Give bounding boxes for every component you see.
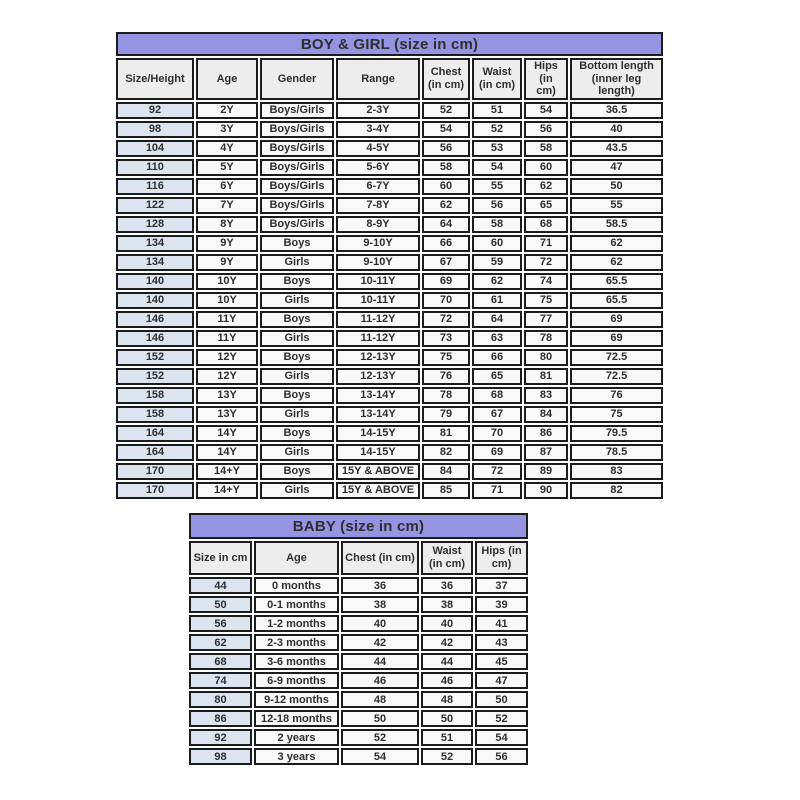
column-header-row — [189, 541, 528, 575]
value-cell: 13Y — [196, 387, 258, 404]
baby-table-body — [189, 577, 528, 765]
value-cell: 55 — [472, 178, 522, 195]
size-cell: 104 — [116, 140, 194, 157]
value-cell: 12Y — [196, 368, 258, 385]
value-cell: 15Y & ABOVE — [336, 482, 420, 499]
table-row — [116, 330, 663, 347]
value-cell: 56 — [475, 748, 528, 765]
column-header: Bottom length (inner leg length) — [570, 58, 663, 100]
value-cell: 51 — [472, 102, 522, 119]
value-cell: 6-9 months — [254, 672, 339, 689]
value-cell: 75 — [422, 349, 470, 366]
value-cell: 40 — [570, 121, 663, 138]
table-row — [116, 178, 663, 195]
value-cell: 85 — [422, 482, 470, 499]
size-cell: 140 — [116, 273, 194, 290]
value-cell: 52 — [472, 121, 522, 138]
size-cell: 164 — [116, 444, 194, 461]
value-cell: 0 months — [254, 577, 339, 594]
column-header: Waist (in cm) — [421, 541, 473, 575]
value-cell: 59 — [472, 254, 522, 271]
value-cell: 11-12Y — [336, 311, 420, 328]
value-cell: 65 — [472, 368, 522, 385]
value-cell: 14-15Y — [336, 425, 420, 442]
value-cell: 14+Y — [196, 463, 258, 480]
value-cell: 48 — [421, 691, 473, 708]
value-cell: 81 — [422, 425, 470, 442]
value-cell: 4-5Y — [336, 140, 420, 157]
value-cell: Girls — [260, 368, 334, 385]
value-cell: 72 — [524, 254, 568, 271]
value-cell: 82 — [422, 444, 470, 461]
value-cell: 6Y — [196, 178, 258, 195]
value-cell: 52 — [341, 729, 419, 746]
value-cell: 89 — [524, 463, 568, 480]
value-cell: 60 — [472, 235, 522, 252]
value-cell: 56 — [422, 140, 470, 157]
value-cell: 73 — [422, 330, 470, 347]
value-cell: 65.5 — [570, 292, 663, 309]
value-cell: 70 — [472, 425, 522, 442]
value-cell: 9Y — [196, 235, 258, 252]
column-header: Hips (in cm) — [524, 58, 568, 100]
table-row — [116, 235, 663, 252]
value-cell: Girls — [260, 482, 334, 499]
column-header: Size in cm — [189, 541, 252, 575]
size-cell: 74 — [189, 672, 252, 689]
value-cell: 76 — [422, 368, 470, 385]
value-cell: 68 — [472, 387, 522, 404]
value-cell: 75 — [570, 406, 663, 423]
table-row — [116, 159, 663, 176]
value-cell: 58 — [524, 140, 568, 157]
value-cell: 66 — [422, 235, 470, 252]
value-cell: 78 — [524, 330, 568, 347]
table-row — [116, 197, 663, 214]
table-row — [116, 425, 663, 442]
value-cell: 60 — [422, 178, 470, 195]
value-cell: 69 — [570, 330, 663, 347]
value-cell: Girls — [260, 406, 334, 423]
value-cell: 69 — [422, 273, 470, 290]
table-row — [116, 387, 663, 404]
value-cell: 50 — [570, 178, 663, 195]
value-cell: 3-4Y — [336, 121, 420, 138]
value-cell: 42 — [341, 634, 419, 651]
value-cell: 43.5 — [570, 140, 663, 157]
size-cell: 80 — [189, 691, 252, 708]
value-cell: 13-14Y — [336, 406, 420, 423]
size-cell: 158 — [116, 406, 194, 423]
value-cell: 3 years — [254, 748, 339, 765]
value-cell: Boys/Girls — [260, 140, 334, 157]
value-cell: 1-2 months — [254, 615, 339, 632]
value-cell: 11Y — [196, 311, 258, 328]
table-row — [189, 653, 528, 670]
value-cell: 10Y — [196, 292, 258, 309]
value-cell: 60 — [524, 159, 568, 176]
value-cell: 62 — [570, 235, 663, 252]
value-cell: 9-12 months — [254, 691, 339, 708]
value-cell: 14+Y — [196, 482, 258, 499]
table-row — [116, 140, 663, 157]
table-row — [116, 482, 663, 499]
value-cell: 5Y — [196, 159, 258, 176]
boy-girl-size-table — [114, 30, 665, 501]
value-cell: 58.5 — [570, 216, 663, 233]
value-cell: 9Y — [196, 254, 258, 271]
value-cell: 64 — [422, 216, 470, 233]
value-cell: 50 — [421, 710, 473, 727]
value-cell: 11-12Y — [336, 330, 420, 347]
value-cell: 77 — [524, 311, 568, 328]
value-cell: Boys — [260, 235, 334, 252]
value-cell: 74 — [524, 273, 568, 290]
value-cell: 43 — [475, 634, 528, 651]
value-cell: 15Y & ABOVE — [336, 463, 420, 480]
value-cell: 12-13Y — [336, 349, 420, 366]
value-cell: 54 — [341, 748, 419, 765]
value-cell: 13-14Y — [336, 387, 420, 404]
size-cell: 98 — [116, 121, 194, 138]
value-cell: Girls — [260, 444, 334, 461]
value-cell: Boys/Girls — [260, 216, 334, 233]
table-row — [116, 349, 663, 366]
value-cell: Girls — [260, 292, 334, 309]
size-cell: 50 — [189, 596, 252, 613]
table-row — [116, 368, 663, 385]
value-cell: 90 — [524, 482, 568, 499]
size-cell: 134 — [116, 254, 194, 271]
value-cell: 36 — [341, 577, 419, 594]
size-cell: 92 — [116, 102, 194, 119]
value-cell: 69 — [570, 311, 663, 328]
value-cell: 58 — [422, 159, 470, 176]
value-cell: 63 — [472, 330, 522, 347]
value-cell: 75 — [524, 292, 568, 309]
value-cell: 0-1 months — [254, 596, 339, 613]
table-row — [116, 311, 663, 328]
value-cell: Boys — [260, 273, 334, 290]
value-cell: 48 — [341, 691, 419, 708]
value-cell: 44 — [421, 653, 473, 670]
size-cell: 116 — [116, 178, 194, 195]
column-header: Chest (in cm) — [422, 58, 470, 100]
value-cell: 81 — [524, 368, 568, 385]
value-cell: 71 — [472, 482, 522, 499]
value-cell: Boys/Girls — [260, 102, 334, 119]
value-cell: 47 — [570, 159, 663, 176]
size-cell: 44 — [189, 577, 252, 594]
value-cell: 2-3 months — [254, 634, 339, 651]
value-cell: 55 — [570, 197, 663, 214]
value-cell: 10-11Y — [336, 292, 420, 309]
value-cell: 84 — [422, 463, 470, 480]
value-cell: 72 — [472, 463, 522, 480]
table-row — [189, 691, 528, 708]
size-cell: 164 — [116, 425, 194, 442]
value-cell: Boys — [260, 425, 334, 442]
value-cell: 71 — [524, 235, 568, 252]
value-cell: 87 — [524, 444, 568, 461]
value-cell: 52 — [421, 748, 473, 765]
table-row — [116, 121, 663, 138]
value-cell: 42 — [421, 634, 473, 651]
size-cell: 92 — [189, 729, 252, 746]
table-row — [189, 672, 528, 689]
value-cell: 62 — [524, 178, 568, 195]
value-cell: 67 — [422, 254, 470, 271]
table-row — [189, 748, 528, 765]
value-cell: 8Y — [196, 216, 258, 233]
value-cell: 72.5 — [570, 368, 663, 385]
table-row — [189, 729, 528, 746]
value-cell: 37 — [475, 577, 528, 594]
value-cell: 7Y — [196, 197, 258, 214]
value-cell: 58 — [472, 216, 522, 233]
value-cell: 54 — [422, 121, 470, 138]
table-row — [189, 596, 528, 613]
table-row — [116, 102, 663, 119]
size-cell: 170 — [116, 482, 194, 499]
value-cell: 61 — [472, 292, 522, 309]
value-cell: Boys — [260, 311, 334, 328]
value-cell: 47 — [475, 672, 528, 689]
value-cell: 62 — [570, 254, 663, 271]
value-cell: 7-8Y — [336, 197, 420, 214]
value-cell: Boys/Girls — [260, 121, 334, 138]
column-header: Waist (in cm) — [472, 58, 522, 100]
value-cell: 52 — [475, 710, 528, 727]
column-header: Age — [196, 58, 258, 100]
value-cell: 40 — [421, 615, 473, 632]
value-cell: 78 — [422, 387, 470, 404]
value-cell: Girls — [260, 254, 334, 271]
value-cell: 54 — [475, 729, 528, 746]
value-cell: 54 — [472, 159, 522, 176]
value-cell: 80 — [524, 349, 568, 366]
table-row — [116, 463, 663, 480]
value-cell: 50 — [475, 691, 528, 708]
value-cell: 10Y — [196, 273, 258, 290]
boy-girl-table-title: BOY & GIRL (size in cm) — [116, 32, 663, 56]
table-row — [189, 634, 528, 651]
value-cell: 62 — [472, 273, 522, 290]
column-header: Age — [254, 541, 339, 575]
table-row — [116, 254, 663, 271]
value-cell: 45 — [475, 653, 528, 670]
value-cell: 70 — [422, 292, 470, 309]
value-cell: 82 — [570, 482, 663, 499]
table-row — [189, 577, 528, 594]
table-row — [116, 292, 663, 309]
value-cell: 41 — [475, 615, 528, 632]
size-cell: 134 — [116, 235, 194, 252]
value-cell: 53 — [472, 140, 522, 157]
column-header: Range — [336, 58, 420, 100]
column-header: Hips (in cm) — [475, 541, 528, 575]
value-cell: 12-18 months — [254, 710, 339, 727]
value-cell: 39 — [475, 596, 528, 613]
value-cell: 6-7Y — [336, 178, 420, 195]
table-row — [116, 273, 663, 290]
value-cell: 36.5 — [570, 102, 663, 119]
value-cell: 84 — [524, 406, 568, 423]
value-cell: 79.5 — [570, 425, 663, 442]
value-cell: 12Y — [196, 349, 258, 366]
value-cell: 76 — [570, 387, 663, 404]
value-cell: 5-6Y — [336, 159, 420, 176]
size-cell: 86 — [189, 710, 252, 727]
value-cell: 4Y — [196, 140, 258, 157]
value-cell: 83 — [570, 463, 663, 480]
title-row — [116, 32, 663, 56]
baby-size-table — [187, 511, 530, 767]
value-cell: 67 — [472, 406, 522, 423]
value-cell: 3-6 months — [254, 653, 339, 670]
value-cell: 68 — [524, 216, 568, 233]
boy-girl-table-body — [116, 102, 663, 499]
table-row — [189, 710, 528, 727]
value-cell: 38 — [341, 596, 419, 613]
value-cell: 79 — [422, 406, 470, 423]
size-cell: 146 — [116, 311, 194, 328]
size-cell: 122 — [116, 197, 194, 214]
column-header: Size/Height — [116, 58, 194, 100]
value-cell: 46 — [341, 672, 419, 689]
column-header-row — [116, 58, 663, 100]
value-cell: Boys/Girls — [260, 159, 334, 176]
value-cell: 62 — [422, 197, 470, 214]
value-cell: 2Y — [196, 102, 258, 119]
value-cell: 51 — [421, 729, 473, 746]
size-cell: 152 — [116, 349, 194, 366]
value-cell: 65 — [524, 197, 568, 214]
value-cell: 12-13Y — [336, 368, 420, 385]
value-cell: 69 — [472, 444, 522, 461]
value-cell: 83 — [524, 387, 568, 404]
size-cell: 110 — [116, 159, 194, 176]
table-row — [116, 406, 663, 423]
value-cell: 2-3Y — [336, 102, 420, 119]
value-cell: 72.5 — [570, 349, 663, 366]
value-cell: 2 years — [254, 729, 339, 746]
value-cell: Boys/Girls — [260, 178, 334, 195]
value-cell: Boys — [260, 387, 334, 404]
value-cell: 56 — [472, 197, 522, 214]
value-cell: Boys — [260, 349, 334, 366]
value-cell: Girls — [260, 330, 334, 347]
column-header: Chest (in cm) — [341, 541, 419, 575]
title-row — [189, 513, 528, 539]
value-cell: 38 — [421, 596, 473, 613]
size-cell: 170 — [116, 463, 194, 480]
size-cell: 56 — [189, 615, 252, 632]
value-cell: 44 — [341, 653, 419, 670]
value-cell: 50 — [341, 710, 419, 727]
value-cell: Boys/Girls — [260, 197, 334, 214]
table-row — [116, 216, 663, 233]
value-cell: 40 — [341, 615, 419, 632]
size-cell: 140 — [116, 292, 194, 309]
value-cell: 46 — [421, 672, 473, 689]
value-cell: 78.5 — [570, 444, 663, 461]
size-cell: 152 — [116, 368, 194, 385]
value-cell: 72 — [422, 311, 470, 328]
value-cell: 56 — [524, 121, 568, 138]
value-cell: 64 — [472, 311, 522, 328]
value-cell: 10-11Y — [336, 273, 420, 290]
table-row — [189, 615, 528, 632]
size-cell: 98 — [189, 748, 252, 765]
value-cell: 86 — [524, 425, 568, 442]
value-cell: 65.5 — [570, 273, 663, 290]
value-cell: 52 — [422, 102, 470, 119]
table-row — [116, 444, 663, 461]
value-cell: 14-15Y — [336, 444, 420, 461]
value-cell: 54 — [524, 102, 568, 119]
value-cell: 9-10Y — [336, 235, 420, 252]
value-cell: 11Y — [196, 330, 258, 347]
size-cell: 146 — [116, 330, 194, 347]
value-cell: Boys — [260, 463, 334, 480]
value-cell: 14Y — [196, 444, 258, 461]
value-cell: 3Y — [196, 121, 258, 138]
size-cell: 158 — [116, 387, 194, 404]
value-cell: 36 — [421, 577, 473, 594]
size-cell: 68 — [189, 653, 252, 670]
value-cell: 13Y — [196, 406, 258, 423]
value-cell: 9-10Y — [336, 254, 420, 271]
size-cell: 128 — [116, 216, 194, 233]
value-cell: 8-9Y — [336, 216, 420, 233]
column-header: Gender — [260, 58, 334, 100]
size-cell: 62 — [189, 634, 252, 651]
baby-table-title: BABY (size in cm) — [189, 513, 528, 539]
value-cell: 14Y — [196, 425, 258, 442]
value-cell: 66 — [472, 349, 522, 366]
